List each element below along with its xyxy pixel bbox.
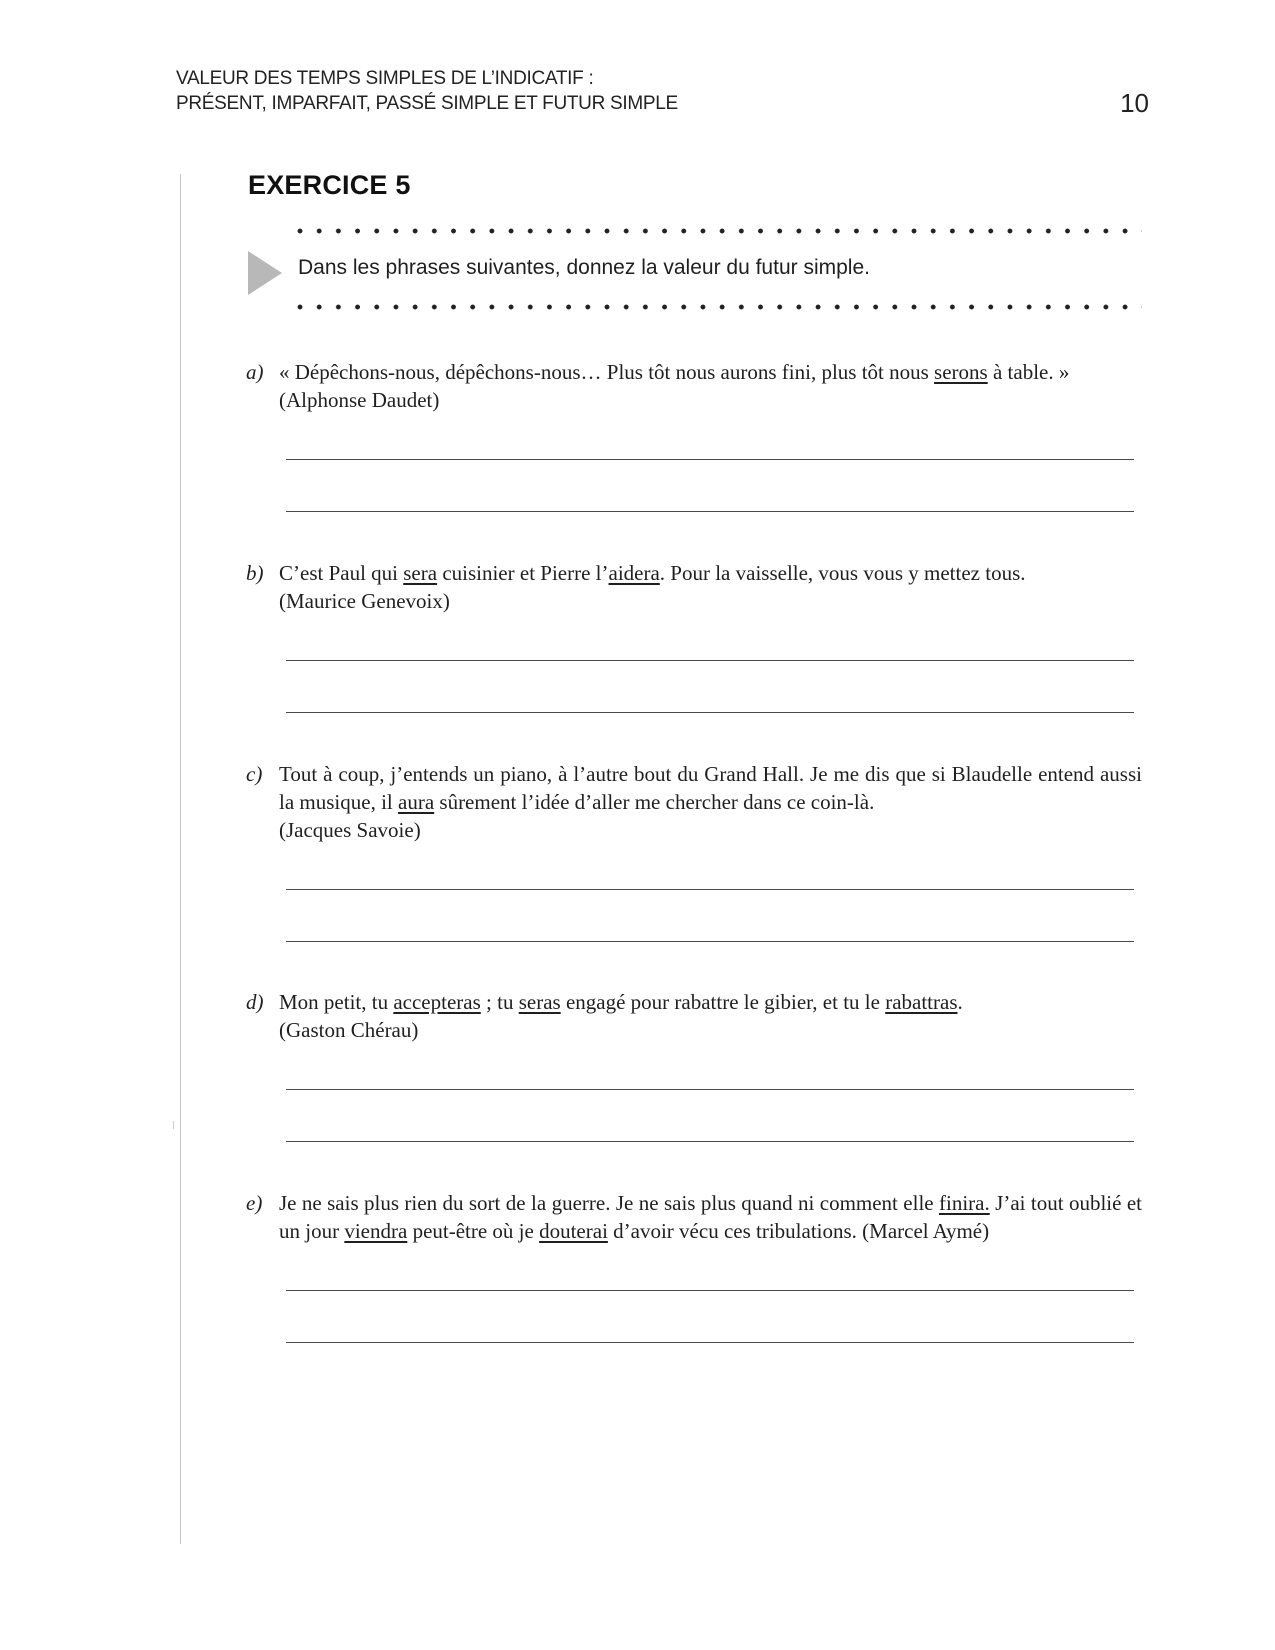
item-sentence: Je ne sais plus rien du sort de la guerre. Je ne sais plus quand ni comment elle finira. J’ai tout oublié et un jour viendra peut-être où je douterai d’avoir vécu ces tribulations. (Marcel Aymé) — [279, 1191, 1142, 1243]
item-letter: d) — [246, 990, 264, 1014]
underlined-verb: serons — [934, 360, 988, 384]
item-source: (Gaston Chérau) — [279, 1018, 419, 1042]
item-letter: e) — [246, 1191, 263, 1215]
exercise-item-c — [246, 760, 1142, 844]
exercise-item-b — [246, 559, 1142, 615]
exercise-instruction: Dans les phrases suivantes, donnez la valeur du futur simple. — [298, 256, 870, 279]
exercise-title: EXERCICE 5 — [248, 170, 411, 200]
margin-mark — [173, 1121, 174, 1129]
item-sentence: C’est Paul qui sera cuisinier et Pierre l’aidera. Pour la vaisselle, vous vous y mettez tous. (Maurice Genevoix) — [279, 561, 1026, 613]
answer-line-a1[interactable] — [286, 459, 1134, 460]
page-number: 10 — [1120, 88, 1149, 118]
underlined-verb: seras — [518, 990, 561, 1014]
item-sentence: Mon petit, tu accepteras ; tu seras engagé pour rabattre le gibier, et tu le rabattras. (Gaston Chérau) — [279, 990, 963, 1042]
underlined-verb: aidera — [608, 561, 660, 585]
underlined-verb: rabattras — [885, 990, 958, 1014]
exercise-item-a — [246, 358, 1142, 414]
running-header — [176, 66, 678, 116]
item-source: (Alphonse Daudet) — [279, 388, 440, 412]
underlined-verb: douterai — [539, 1219, 608, 1243]
answer-line-b2[interactable] — [286, 712, 1134, 713]
dotted-divider-bottom — [297, 304, 1142, 310]
item-source: (Maurice Genevoix) — [279, 589, 450, 613]
answer-line-c2[interactable] — [286, 941, 1134, 942]
margin-rule — [180, 174, 181, 1544]
answer-line-c1[interactable] — [286, 889, 1134, 890]
answer-line-e2[interactable] — [286, 1342, 1134, 1343]
item-sentence: « Dépêchons-nous, dépêchons-nous… Plus tôt nous aurons fini, plus tôt nous serons à table. » (Alphonse Daudet) — [279, 360, 1070, 412]
answer-line-a2[interactable] — [286, 511, 1134, 512]
answer-line-d2[interactable] — [286, 1141, 1134, 1142]
answer-line-e1[interactable] — [286, 1290, 1134, 1291]
underlined-verb: viendra — [344, 1219, 408, 1243]
dotted-divider-top — [297, 228, 1142, 234]
answer-line-d1[interactable] — [286, 1089, 1134, 1090]
item-letter: a) — [246, 360, 264, 384]
item-source: (Jacques Savoie) — [279, 818, 421, 842]
exercise-item-d — [246, 988, 1142, 1044]
play-arrow-icon — [248, 251, 282, 295]
underlined-verb: sera — [403, 561, 438, 585]
header-line-1: VALEUR DES TEMPS SIMPLES DE L’INDICATIF : — [176, 68, 594, 89]
item-sentence: Tout à coup, j’entends un piano, à l’autre bout du Grand Hall. Je me dis que si Blaudelle entend aussi la musique, il aura sûrement l’idée d’aller me chercher dans ce coin-là. (Jacques Savoie) — [279, 762, 1142, 842]
underlined-verb: aura — [398, 790, 435, 814]
underlined-verb: finira. — [939, 1191, 990, 1215]
header-line-2: PRÉSENT, IMPARFAIT, PASSÉ SIMPLE ET FUTUR SIMPLE — [176, 93, 678, 114]
exercise-item-e — [246, 1189, 1142, 1245]
answer-line-b1[interactable] — [286, 660, 1134, 661]
item-letter: b) — [246, 561, 264, 585]
item-letter: c) — [246, 762, 263, 786]
underlined-verb: accepteras — [393, 990, 481, 1014]
